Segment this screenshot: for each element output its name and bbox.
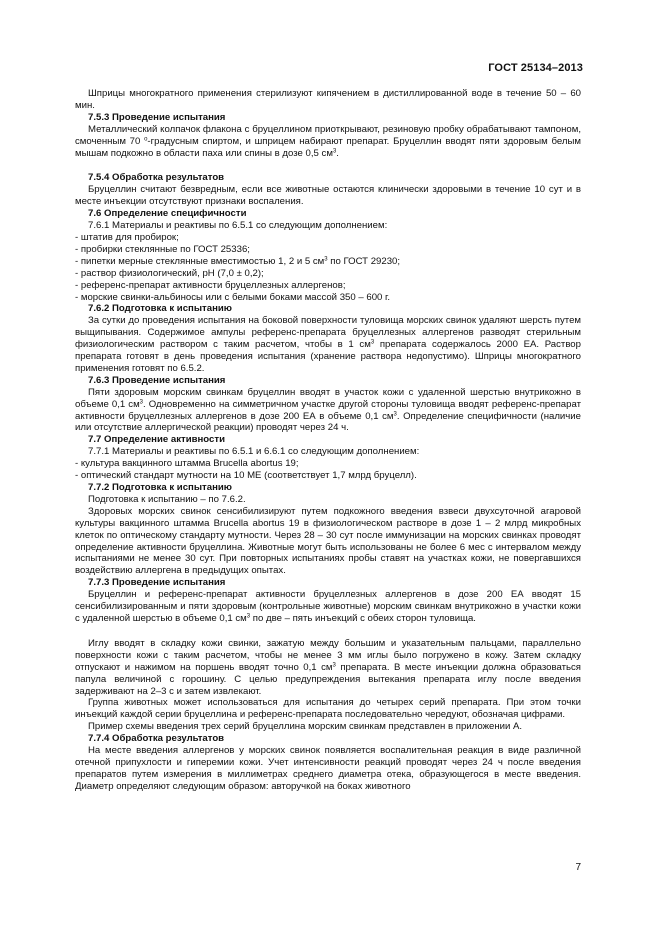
paragraph: Иглу вводят в складку кожи свинки, зажатую между большим и указательным пальцами, параллельно поверхности кожи с таким расчетом, чтобы не менее 3 мм иглы было погружено в кожу. Затем складку отпускают и нажимом на поршень вводят точно 0,1 $см^3$ препарата. В месте инъекции должна образоваться папула величиной с горошину. С целью предупреждения вытекания препарата иглу после введения задерживают на 2–3 с и затем извлекают.: [75, 637, 581, 697]
paragraph: Группа животных может использоваться для испытания до четырех серий препарата. При этом точки инъекций каждой серии бруцеллина и референс-препарата последовательно чередуют, обозначая цифрами.: [75, 697, 581, 721]
paragraph: Подготовка к испытанию – по 7.6.2.: [88, 493, 246, 505]
page-number: 7: [575, 862, 581, 873]
section-heading-7-7-2: 7.7.2 Подготовка к испытанию: [88, 482, 232, 493]
paragraph: Бруцеллин и референс-препарат активности бруцеллезных аллергенов в дозе 200 ЕА вводят 15 сенсибилизированным и пяти здоровым (контрольные животные) морским свинкам внутрикожно в участки кожи с удаленной шерстью в объеме 0,1 $см^3$ по две – пять инъекций с обеих сторон туловища.: [75, 589, 581, 624]
section-heading-7-7: 7.7 Определение активности: [88, 434, 225, 446]
paragraph: На месте введения аллергенов у морских свинок появляется воспалительная реакция в виде различной отечной припухлости и гиперемии кожи. Учет интенсивности реакций проводят через 24 ч после введения препаратов путем измерения в миллиметрах среднего диаметра отека, образующегося в месте введения. Диаметр определяют следующим образом: авторучкой на боках животного: [75, 745, 581, 792]
paragraph: Пример схемы введения трех серий бруцеллина морским свинкам представлен в приложении А.: [88, 721, 523, 733]
section-heading-7-6: 7.6 Определение специфичности: [88, 208, 247, 220]
list-item: - штатив для пробирок;: [75, 231, 179, 243]
list-item: - пробирки стеклянные по ГОСТ 25336;: [75, 243, 250, 255]
list-item: - раствор физиологический, рН (7,0 ± 0,2);: [75, 267, 264, 279]
section-heading-7-6-2: 7.6.2 Подготовка к испытанию: [88, 303, 232, 315]
paragraph: Здоровых морских свинок сенсибилизируют путем подкожного введения взвеси двухсуточной агаровой культуры вакцинного штамма Brucella abortus 19 в физиологическом растворе в дозе 1 – 2 млрд микробных клеток по оптическому стандарту мутности. Через 28 – 30 сут после иммунизации на морских свинках проводят определение активности бруцеллина. Животные могут быть использованы не более 6 мес с интервалом между испытаниями не менее 30 сут. При повторных испытаниях пробы ставят на участках кожи, не повергавшихся воздействию аллергена в предыдущих опытах.: [75, 505, 581, 577]
paragraph: 7.6.1 Материалы и реактивы по 6.5.1 со следующим дополнением:: [88, 220, 388, 232]
paragraph: Шприцы многократного применения стерилизуют кипячением в дистиллированной воде в течение 50 – 60 мин.: [75, 88, 581, 111]
standard-header: ГОСТ 25134–2013: [488, 62, 583, 74]
page-content: [75, 88, 581, 793]
paragraph: Металлический колпачок флакона с бруцеллином приоткрывают, резиновую пробку обрабатывают тампоном, смоченным 70 $^о$-градусным спиртом, и шприцем набирают препарат. Бруцеллин вводят пяти здоровым белым мышам подкожно в области паха или спины в дозе 0,5 $см^3$.: [75, 123, 581, 159]
list-item: - оптический стандарт мутности на 10 МЕ (соответствует 1,7 млрд бруцелл).: [75, 470, 417, 482]
list-item: - морские свинки-альбиносы или с белыми боками массой 350 – 600 г.: [75, 291, 391, 303]
paragraph: 7.7.1 Материалы и реактивы по 6.5.1 и 6.6.1 со следующим дополнением:: [88, 446, 420, 458]
section-heading-7-5-4: 7.5.4 Обработка результатов: [88, 172, 225, 184]
list-item: - пипетки мерные стеклянные вместимостью 1, 2 и 5 $см^3$ по ГОСТ 29230;: [75, 255, 401, 267]
list-item: - референс-препарат активности бруцеллезных аллергенов;: [75, 279, 346, 291]
section-heading-7-7-3: 7.7.3 Проведение испытания: [88, 577, 226, 589]
paragraph: Пяти здоровым морским свинкам бруцеллин вводят в участок кожи с удаленной шерстью внутрикожно в объеме 0,1 $см^3$. Одновременно на симметричном участке другой стороны туловища вводят референс-препарат активности бруцеллезных аллергенов в дозе 200 ЕА в объеме 0,1 $см^3$. Определение специфичности (наличие или отсутствие аллергической реакции) проводят через 24 ч.: [75, 386, 581, 434]
section-heading-7-6-3: 7.6.3 Проведение испытания: [88, 374, 226, 386]
paragraph: За сутки до проведения испытания на боковой поверхности туловища морских свинок удаляют шерсть путем выщипывания. Содержимое ампулы референс-препарата бруцеллезных аллергенов разводят стерильным физиологическим раствором с таким расчетом, чтобы в 1 $см^3$ препарата содержалось 2000 ЕА. Раствор препарата готовят в день проведения испытания (хранение раствора недопустимо). Шприцы многократного применения готовят по 6.5.2.: [75, 315, 581, 374]
list-item: - культура вакцинного штамма Brucella abortus 19;: [75, 458, 299, 470]
section-heading-7-5-3: 7.5.3 Проведение испытания: [88, 111, 226, 123]
paragraph: Бруцеллин считают безвредным, если все животные остаются клинически здоровыми в течение 10 сут и в месте инъекции отсутствуют признаки воспаления.: [75, 184, 581, 208]
section-heading-7-7-4: 7.7.4 Обработка результатов: [88, 733, 225, 745]
